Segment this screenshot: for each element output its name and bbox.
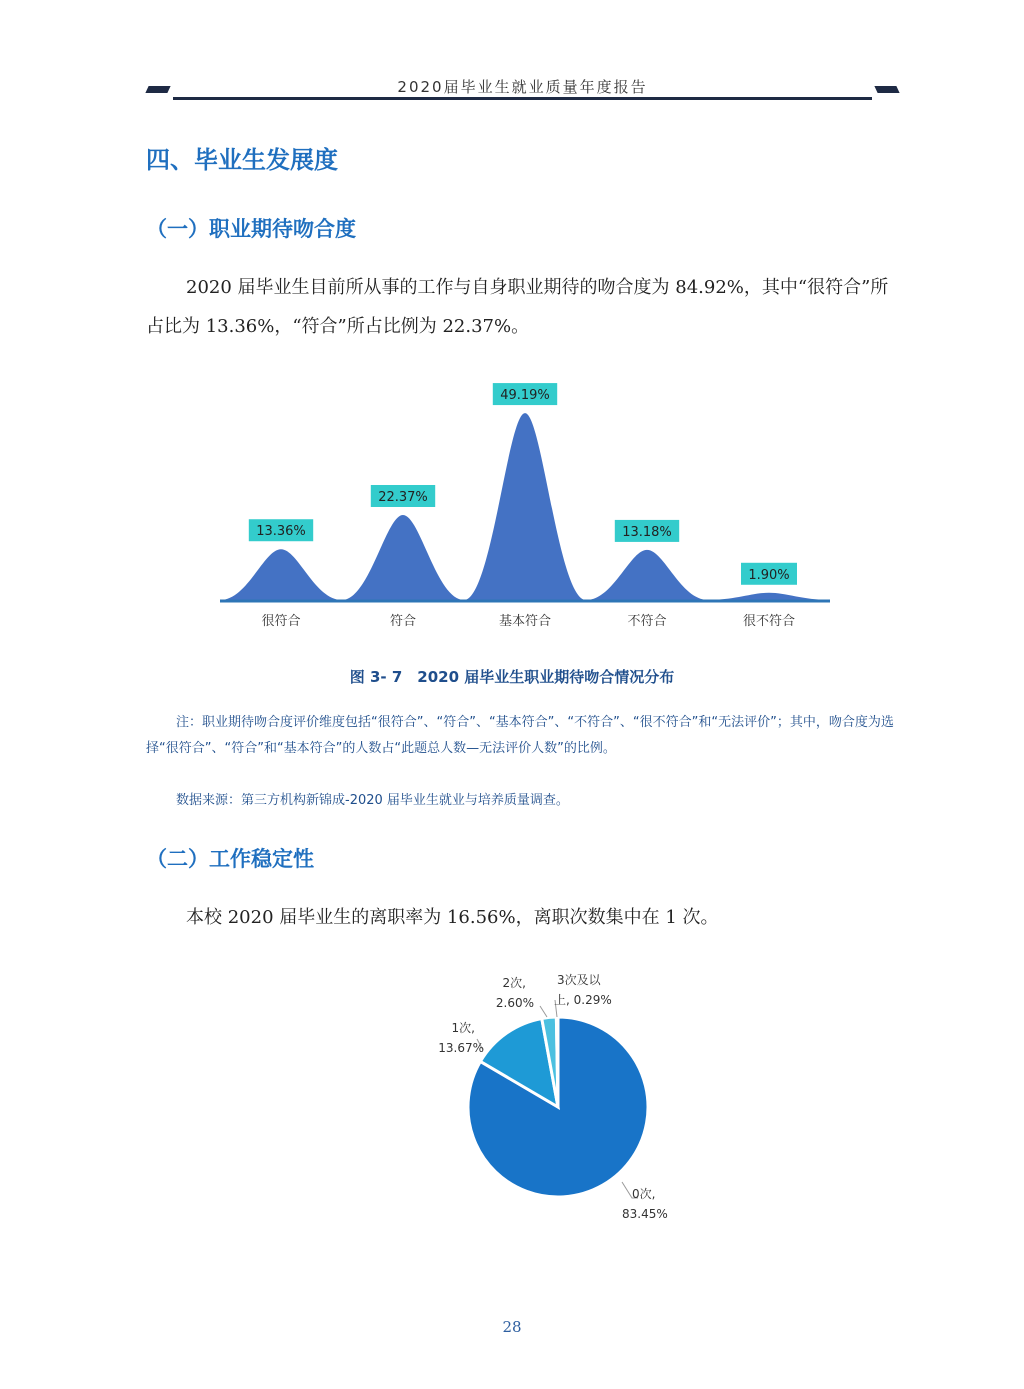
pie-label-three-line2: 上, 0.29% <box>554 993 612 1007</box>
section-title: 四、毕业生发展度 <box>146 146 338 174</box>
peak-2 <box>342 515 464 600</box>
pie-label-zero-pct: 83.45% <box>622 1207 668 1221</box>
header-title: 2020届毕业生就业质量年度报告 <box>397 78 648 96</box>
page-header <box>145 72 900 106</box>
peak-4 <box>586 550 708 600</box>
subsection-title-2: （二）工作稳定性 <box>146 847 314 871</box>
pie-label-two-pct: 2.60% <box>495 996 534 1010</box>
data-source: 数据来源：第三方机构新锦成-2020 届毕业生就业与培养质量调查。 <box>176 793 569 808</box>
category-label-5: 很不符合 <box>742 614 796 629</box>
value-label-3: 49.19% <box>500 388 550 404</box>
category-label-3: 基本符合 <box>498 614 552 629</box>
header-rule <box>173 97 872 100</box>
figure-note: 注：职业期待吻合度评价维度包括“很符合”、“符合”、“基本符合”、“不符合”、“很不符合”和“无法评价”；其中，吻合度为选择“很符合”、“符合”和“基本符合”的人数占“此题总人数—无法评价人数”的比例。 <box>146 715 894 756</box>
category-label-4: 不符合 <box>627 614 667 629</box>
value-label-1: 13.36% <box>256 524 306 540</box>
pie-label-three-line1: 3次及以 <box>557 973 601 987</box>
value-label-4: 13.18% <box>622 524 672 540</box>
peak-1 <box>220 549 342 600</box>
figure-caption: 图 3- 7 2020 届毕业生职业期待吻合情况分布 <box>349 668 675 686</box>
category-label-2: 符合 <box>389 614 417 629</box>
pie-label-one-pct: 13.67% <box>438 1041 484 1055</box>
subsection-title-1: （一）职业期待吻合度 <box>146 217 356 241</box>
pie-slice-3 <box>556 1017 558 1107</box>
peak-5 <box>708 593 830 600</box>
peak-3 <box>464 413 586 600</box>
leader-line-2 <box>540 1006 547 1017</box>
pie-label-one-name: 1次, <box>451 1021 475 1035</box>
turnover-count-pie-chart <box>400 960 720 1230</box>
expectation-match-chart <box>200 370 850 640</box>
pie-label-two-name: 2次, <box>502 976 526 990</box>
category-label-1: 很符合 <box>261 614 301 629</box>
page-number: 28 <box>502 1318 522 1336</box>
pie-label-zero-name: 0次, <box>632 1187 656 1201</box>
value-label-2: 22.37% <box>378 489 428 505</box>
paragraph-2: 本校 2020 届毕业生的离职率为 16.56%，离职次数集中在 1 次。 <box>186 907 719 928</box>
paragraph-1: 2020 届毕业生目前所从事的工作与自身职业期待的吻合度为 84.92%，其中“很符合”所占比为 13.36%，“符合”所占比例为 22.37%。 <box>146 277 889 337</box>
value-label-5: 1.90% <box>748 567 790 583</box>
header-right-accent <box>874 86 899 93</box>
